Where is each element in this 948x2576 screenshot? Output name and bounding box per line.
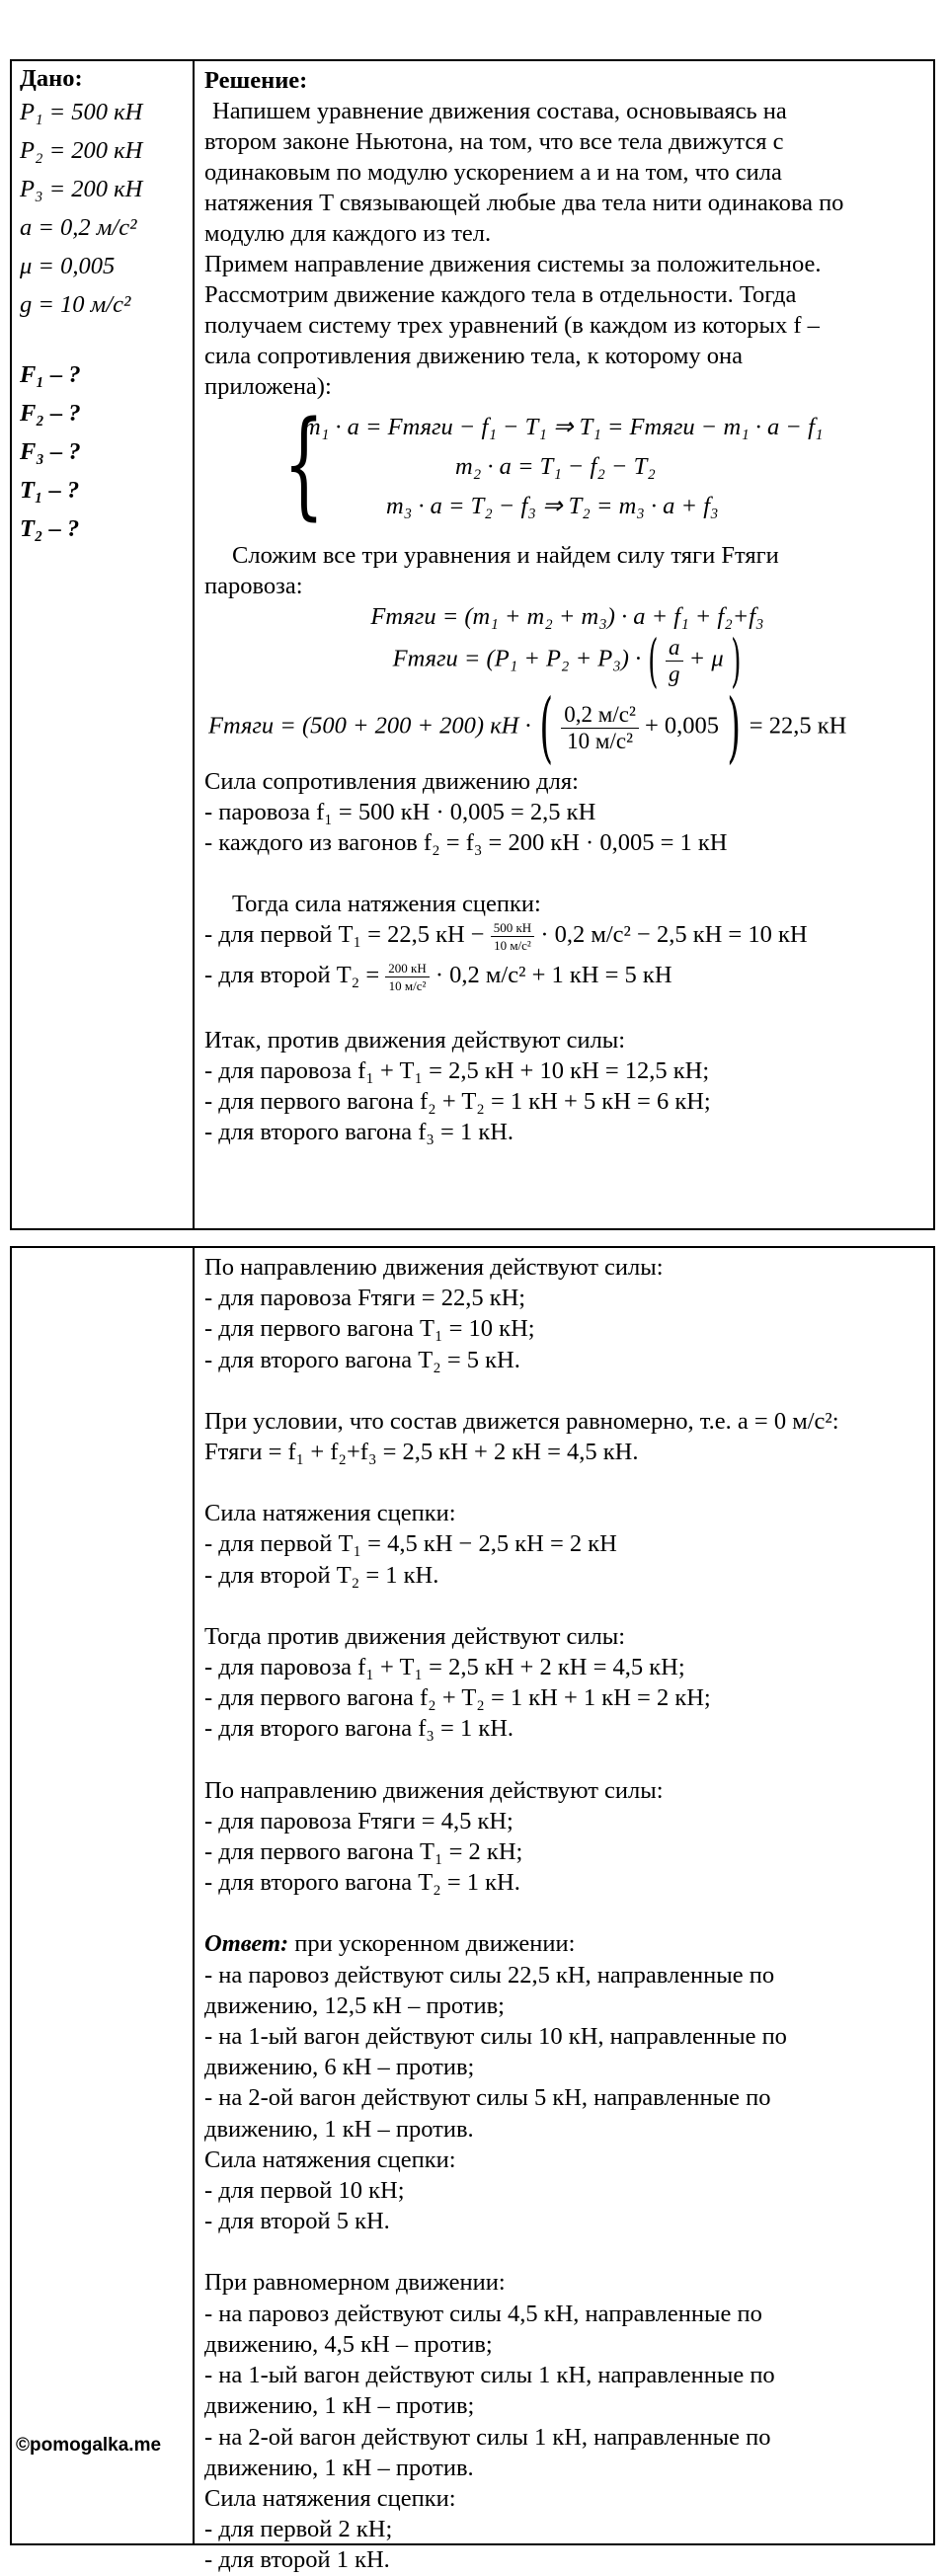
answer-label: Ответ: <box>204 1930 289 1958</box>
fraction <box>491 919 534 954</box>
fraction-num: 0,2 м/с² <box>561 702 639 729</box>
text-line: движению, 1 кН – против; <box>204 2392 475 2420</box>
text-line: Примем направление движения системы за положительное. <box>204 251 822 277</box>
text-line: - на 2-ой вагон действуют силы 5 кН, направленные по <box>204 2084 771 2112</box>
formula-part: Fтяги = (P₁ + P₂ + P₃) · <box>392 645 642 672</box>
text-line: - для второго вагона f₃ = 1 кН. <box>204 1715 514 1743</box>
spacer <box>204 1467 930 1498</box>
text-line: Сложим все три уравнения и найдем силу тяги Fтяги <box>232 542 779 569</box>
formula-part: · 0,2 м/с² − 2,5 кН = 10 кН <box>540 921 808 949</box>
formula-part: + 0,005 <box>644 712 720 740</box>
text-line: По направлению движения действуют силы: <box>204 1776 664 1804</box>
formula-line <box>204 919 930 954</box>
unknown-item: F₃ – ? <box>20 438 81 465</box>
text-line: Тогда сила натяжения сцепки: <box>232 891 541 917</box>
formula-part: - для второй T₂ = <box>204 962 380 989</box>
formula-part: · 0,2 м/с² + 1 кН = 5 кН <box>434 962 672 989</box>
text-line: - для первого вагона T₁ = 10 кН; <box>204 1315 535 1343</box>
paren-right: ) <box>727 683 742 772</box>
paren-left: ( <box>648 627 659 694</box>
text-line: модулю для каждого из тел. <box>204 220 492 247</box>
text-line: - для второй 5 кН. <box>204 2208 390 2235</box>
paren-left: ( <box>539 683 553 772</box>
text-line: движению, 12,5 кН – против; <box>204 1991 505 2019</box>
text-line: Тогда против движения действуют силы: <box>204 1622 626 1650</box>
text-line: Сила натяжения сцепки: <box>204 1500 456 1527</box>
text-line: - для первого вагона T₁ = 2 кН; <box>204 1838 523 1866</box>
formula-line <box>204 960 930 994</box>
given-item: P₃ = 200 кН <box>20 176 143 202</box>
watermark: ©pomogalka.me <box>16 2435 162 2456</box>
text-line: - для первого вагона f₂ + T₂ = 1 кН + 1 кН = 2 кН; <box>204 1684 711 1712</box>
text-line: натяжения T связывающей любые два тела нити одинакова по <box>204 190 844 216</box>
text-line: Сила натяжения сцепки: <box>204 2146 456 2173</box>
spacer <box>204 1745 930 1775</box>
text-line: приложена): <box>204 373 332 400</box>
text-line: одинаковым по модулю ускорением a и на том, что сила <box>204 159 782 186</box>
system-equation: m₂ · a = T₁ − f₂ − T₂ <box>455 453 656 480</box>
fraction <box>561 702 639 754</box>
text-line: - паровоза f₁ = 500 кН · 0,005 = 2,5 кН <box>204 799 596 825</box>
column-divider <box>193 61 195 1228</box>
text-line: - для второго вагона T₂ = 1 кН. <box>204 1869 520 1897</box>
text-line: паровоза: <box>204 573 303 599</box>
fraction <box>385 960 429 994</box>
text-line: - для паровоза f₁ + T₁ = 2,5 кН + 2 кН = 4,5 кН; <box>204 1654 685 1681</box>
text-line: При равномерном движении: <box>204 2269 506 2297</box>
unknown-item: T₂ – ? <box>20 515 80 542</box>
given-header: Дано: <box>20 65 83 92</box>
spacer <box>204 994 930 1025</box>
unknowns-list <box>20 355 188 548</box>
text-line: - для второго вагона f₃ = 1 кН. <box>204 1119 514 1145</box>
equation-system <box>204 395 930 531</box>
spacer <box>204 858 930 889</box>
text-line: - для паровоза Fтяги = 22,5 кН; <box>204 1285 526 1312</box>
text-line: Рассмотрим движение каждого тела в отдельности. Тогда <box>204 281 797 308</box>
given-item: a = 0,2 м/с² <box>20 214 137 241</box>
fraction-num: 200 кН <box>385 960 429 977</box>
spacer <box>204 1591 930 1621</box>
fraction-den: 10 м/с² <box>567 728 633 753</box>
text-line: Итак, против движения действуют силы: <box>204 1027 626 1054</box>
text-line: Сила сопротивления движению для: <box>204 768 579 795</box>
formula-part: + μ <box>688 645 724 672</box>
text-line: движению, 1 кН – против. <box>204 2454 474 2481</box>
given-list <box>20 93 188 324</box>
text-line: - для второго вагона T₂ = 5 кН. <box>204 1346 520 1373</box>
text-line: - для первой 2 кН; <box>204 2516 393 2543</box>
text-line: движению, 4,5 кН – против; <box>204 2330 493 2358</box>
text-line: По направлению движения действуют силы: <box>204 1254 664 1281</box>
formula-line: Fтяги = (m₁ + m₂ + m₃) · a + f₁ + f₂+f₃ <box>370 603 764 630</box>
text-line: - каждого из вагонов f₂ = f₃ = 200 кН · 0,005 = 1 кН <box>204 829 728 856</box>
formula-part: - для первой T₁ = 22,5 кН − <box>204 921 485 949</box>
solution-header: Решение: <box>204 67 308 94</box>
system-equation: m₁ · a = Fтяги − f₁ − T₁ ⇒ T₁ = Fтяги − m₁ · a − f₁ <box>303 414 824 440</box>
fraction-num: a <box>666 635 683 662</box>
spacer <box>204 1898 930 1928</box>
system-equation: m₃ · a = T₂ − f₃ ⇒ T₂ = m₃ · a + f₃ <box>386 493 719 519</box>
solution-column <box>204 65 930 1147</box>
spacer <box>204 2236 930 2267</box>
given-item: μ = 0,005 <box>20 253 116 279</box>
text-line: - на 2-ой вагон действуют силы 1 кН, направленные по <box>204 2423 771 2451</box>
solution-column-continued <box>204 1252 930 2576</box>
fraction-num: 500 кН <box>491 919 534 937</box>
text-line: - для второй T₂ = 1 кН. <box>204 1561 439 1589</box>
curly-brace: { <box>283 395 325 531</box>
text-line: - для второй 1 кН. <box>204 2546 390 2574</box>
unknown-item: F₂ – ? <box>20 400 81 427</box>
paren-right: ) <box>730 627 742 694</box>
given-item: P₂ = 200 кН <box>20 137 143 164</box>
text-line: движению, 1 кН – против. <box>204 2115 474 2143</box>
given-item: g = 10 м/с² <box>20 291 131 318</box>
unknown-item: F₁ – ? <box>20 361 81 388</box>
solution-table-1 <box>10 59 935 1230</box>
text-line: - для паровоза f₁ + T₁ = 2,5 кН + 10 кН = 12,5 кН; <box>204 1057 710 1084</box>
text-line: - на паровоз действуют силы 22,5 кН, направленные по <box>204 1961 775 1989</box>
solution-table-2 <box>10 1246 935 2574</box>
formula-part: = 22,5 кН <box>749 712 847 740</box>
fraction-den: 10 м/с² <box>494 938 531 953</box>
fraction-den: g <box>669 661 680 686</box>
text-line: - для первого вагона f₂ + T₂ = 1 кН + 5 кН = 6 кН; <box>204 1088 711 1115</box>
answer-text: при ускоренном движении: <box>288 1930 576 1958</box>
text-line: Напишем уравнение движения состава, основываясь на <box>212 98 787 124</box>
given-column <box>20 65 188 548</box>
text-line: - для первой 10 кН; <box>204 2177 405 2205</box>
given-item: P₁ = 500 кН <box>20 99 143 125</box>
fraction-den: 10 м/с² <box>388 978 427 993</box>
formula-part: Fтяги = (500 + 200 + 200) кН · <box>208 712 531 740</box>
fraction <box>666 635 683 687</box>
text-line: Сила натяжения сцепки: <box>204 2484 456 2512</box>
text-line: движению, 6 кН – против; <box>204 2054 475 2081</box>
text-line: - на паровоз действуют силы 4,5 кН, направленные по <box>204 2300 762 2327</box>
text-line: - на 1-ый вагон действуют силы 10 кН, направленные по <box>204 2023 787 2051</box>
text-line: получаем систему трех уравнений (в каждом из которых f – <box>204 312 820 339</box>
text-line: сила сопротивления движению тела, к которому она <box>204 343 744 369</box>
text-line: Fтяги = f₁ + f₂+f₃ = 2,5 кН + 2 кН = 4,5 кН. <box>204 1439 639 1466</box>
text-line: - для паровоза Fтяги = 4,5 кН; <box>204 1807 514 1834</box>
spacer <box>204 1375 930 1406</box>
text-line: - для первой T₁ = 4,5 кН − 2,5 кН = 2 кН <box>204 1530 617 1558</box>
text-line: втором законе Ньютона, на том, что все тела движутся с <box>204 128 784 155</box>
formula-line <box>204 627 930 694</box>
formula-line <box>208 683 930 772</box>
column-divider <box>193 1248 195 2543</box>
answer-line <box>204 1928 930 1959</box>
text-line: При условии, что состав движется равномерно, т.е. a = 0 м/с²: <box>204 1407 839 1435</box>
unknown-item: T₁ – ? <box>20 477 80 504</box>
text-line: - на 1-ый вагон действуют силы 1 кН, направленные по <box>204 2362 775 2389</box>
